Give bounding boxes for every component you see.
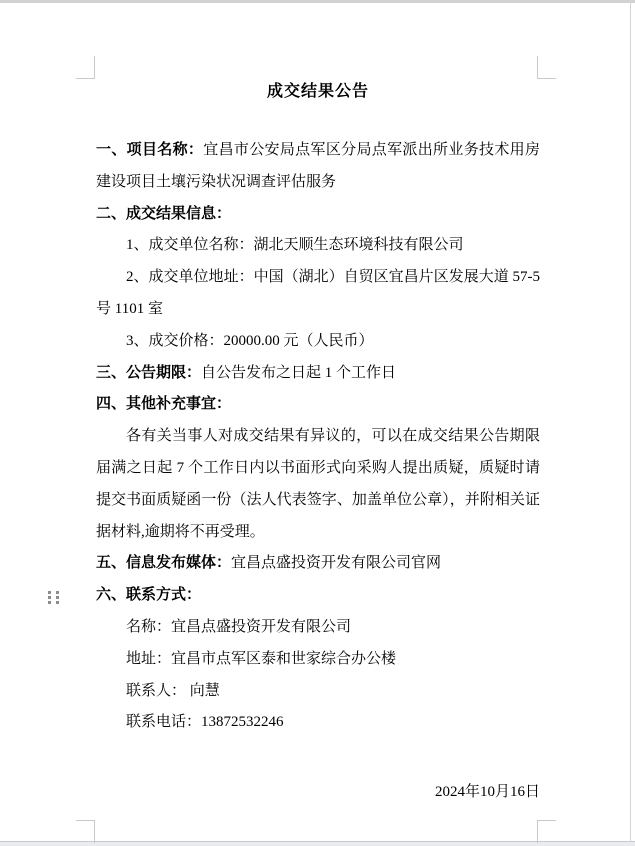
section-text: 联系电话：13872532246	[126, 714, 284, 731]
section-contact	[96, 580, 540, 612]
section-label: 一、项目名称：	[96, 142, 204, 158]
margin-corner-mark-bottom-right	[537, 820, 556, 843]
section-result-info	[96, 199, 540, 231]
contact-person	[96, 676, 540, 708]
section-text: 各有关当事人对成交结果有异议的，可以在成交结果公告期限届满之日起 7 个工作日内以书面形式向采购人提出质疑，质疑时请提交书面质疑函一份（法人代表签字、加盖单位公章），并附相关证据材料,逾期将不再受理。	[96, 428, 540, 540]
section-text: 名称：宜昌点盛投资开发有限公司	[126, 618, 352, 635]
margin-corner-mark-top-left	[76, 56, 95, 79]
result-supplier-address	[96, 262, 540, 326]
section-text: 自公告发布之日起 1 个工作日	[201, 364, 397, 381]
section-other-matters	[96, 389, 540, 421]
section-text: 宜昌点盛投资开发有限公司官网	[231, 555, 442, 572]
section-label: 五、信息发布媒体：	[96, 555, 232, 572]
page-top-edge	[0, 0, 635, 3]
section-project-name	[96, 135, 540, 199]
section-text: 宜昌市公安局点军区分局点军派出所业务技术用房建设项目土壤污染状况调查评估服务	[96, 142, 540, 190]
section-publish-media	[96, 548, 540, 580]
result-price	[96, 326, 540, 358]
drag-handle-icon[interactable]	[48, 591, 59, 604]
section-label: 二、成交结果信息：	[96, 205, 232, 222]
section-label: 三、公告期限：	[96, 364, 202, 381]
margin-corner-mark-top-right	[537, 56, 556, 79]
document-page	[96, 78, 540, 809]
section-text: 3、成交价格：20000.00 元（人民币）	[126, 332, 374, 349]
document-date: 2024年10月16日	[434, 784, 540, 801]
objection-instructions	[96, 421, 540, 548]
document-body	[96, 135, 540, 739]
result-supplier-name	[96, 230, 540, 262]
section-announcement-period	[96, 358, 540, 390]
section-text: 联系人： 向慧	[126, 682, 220, 699]
contact-phone	[96, 707, 540, 739]
page-title: 成交结果公告	[266, 83, 369, 100]
section-text: 地址：宜昌市点军区泰和世家综合办公楼	[126, 650, 397, 667]
section-label: 四、其他补充事宜：	[96, 396, 232, 413]
section-text: 1、成交单位名称：湖北天顺生态环境科技有限公司	[126, 237, 464, 254]
contact-name	[96, 612, 540, 644]
page-right-edge	[630, 3, 631, 842]
margin-corner-mark-bottom-left	[76, 820, 95, 843]
section-label: 六、联系方式：	[96, 587, 202, 604]
contact-address	[96, 644, 540, 676]
section-text: 2、成交单位地址：中国（湖北）自贸区宜昌片区发展大道 57-5 号 1101 室	[96, 269, 540, 317]
